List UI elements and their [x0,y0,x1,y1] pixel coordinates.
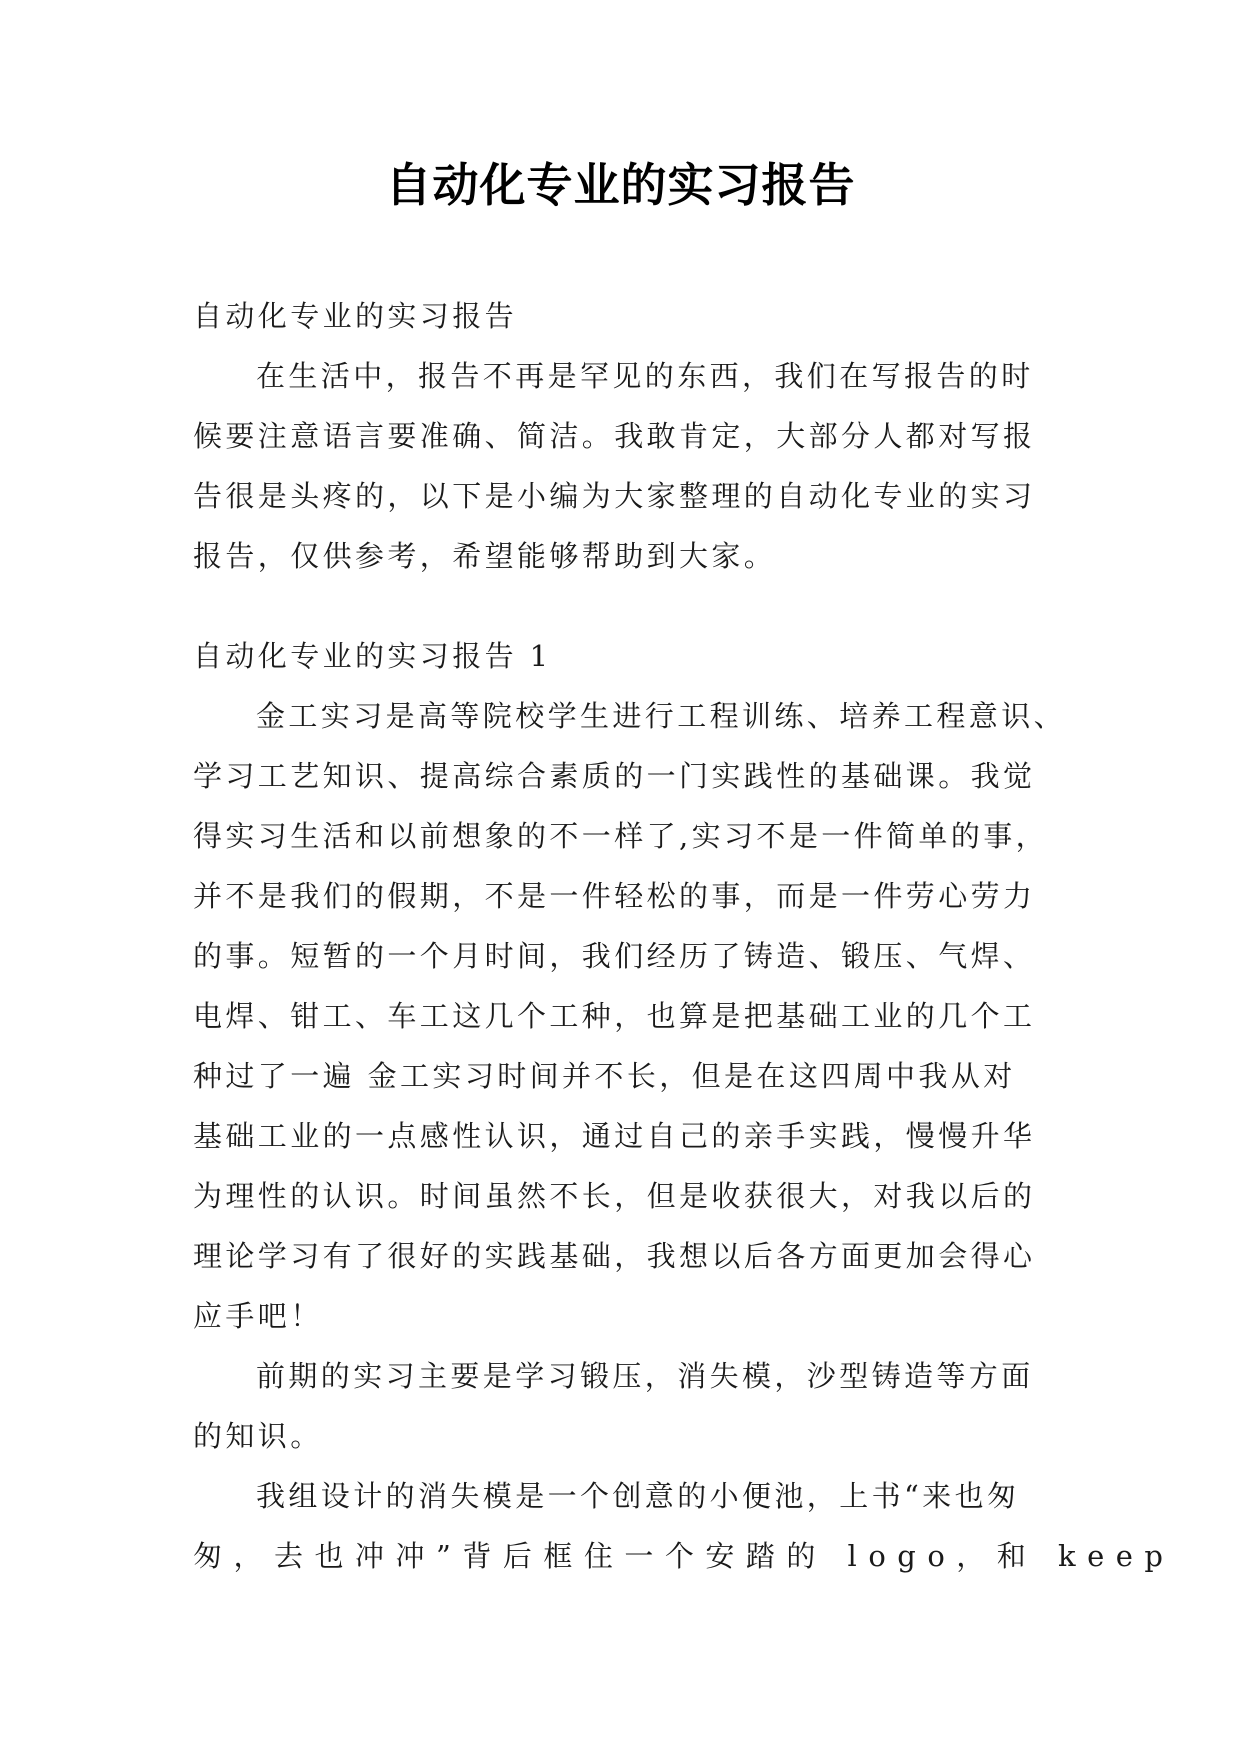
section-heading: 自动化专业的实习报告 1 [193,639,552,673]
text-line: 并不是我们的假期，不是一件轻松的事，而是一件劳心劳力 [193,879,1036,913]
text-line: 在生活中，报告不再是罕见的东西，我们在写报告的时 [256,359,1034,393]
text-line: 基础工业的一点感性认识，通过自己的亲手实践，慢慢升华 [193,1119,1036,1153]
text-line: 电焊、钳工、车工这几个工种，也算是把基础工业的几个工 [193,999,1036,1033]
text-line: 的知识。 [193,1419,323,1453]
intro-paragraph [193,346,1073,586]
text-line: 学习工艺知识、提高综合素质的一门实践性的基础课。我觉 [193,759,1036,793]
paragraph-3 [193,1466,1175,1586]
text-line: 理论学习有了很好的实践基础，我想以后各方面更加会得心 [193,1239,1036,1273]
paragraph-2 [193,1346,1073,1466]
intro-heading: 自动化专业的实习报告 [193,299,518,333]
document-body [193,286,1175,1586]
document-title: 自动化专业的实习报告 [385,158,856,212]
text-line: 候要注意语言要准确、简洁。我敢肯定，大部分人都对写报 [193,419,1036,453]
text-line: 我组设计的消失模是一个创意的小便池，上书“来也匆 [256,1479,1020,1513]
text-line: 金工实习是高等院校学生进行工程训练、培养工程意识、 [256,699,1067,733]
text-line: 得实习生活和以前想象的不一样了,实习不是一件简单的事， [193,819,1049,853]
text-line: 应手吧！ [193,1299,323,1333]
text-line: 种过了一遍 金工实习时间并不长，但是在这四周中我从对 [193,1059,1016,1093]
paragraph-1 [193,686,1073,1346]
text-line: 匆，去也冲冲”背后框住一个安踏的 logo，和 keep [193,1539,1175,1573]
text-line: 的事。短暂的一个月时间，我们经历了铸造、锻压、气焊、 [193,939,1036,973]
text-line: 前期的实习主要是学习锻压，消失模，沙型铸造等方面 [256,1359,1034,1393]
spacer [193,586,1073,626]
text-line: 报告，仅供参考，希望能够帮助到大家。 [193,539,777,573]
text-line: 告很是头疼的，以下是小编为大家整理的自动化专业的实习 [193,479,1036,513]
text-line: 为理性的认识。时间虽然不长，但是收获很大，对我以后的 [193,1179,1036,1213]
